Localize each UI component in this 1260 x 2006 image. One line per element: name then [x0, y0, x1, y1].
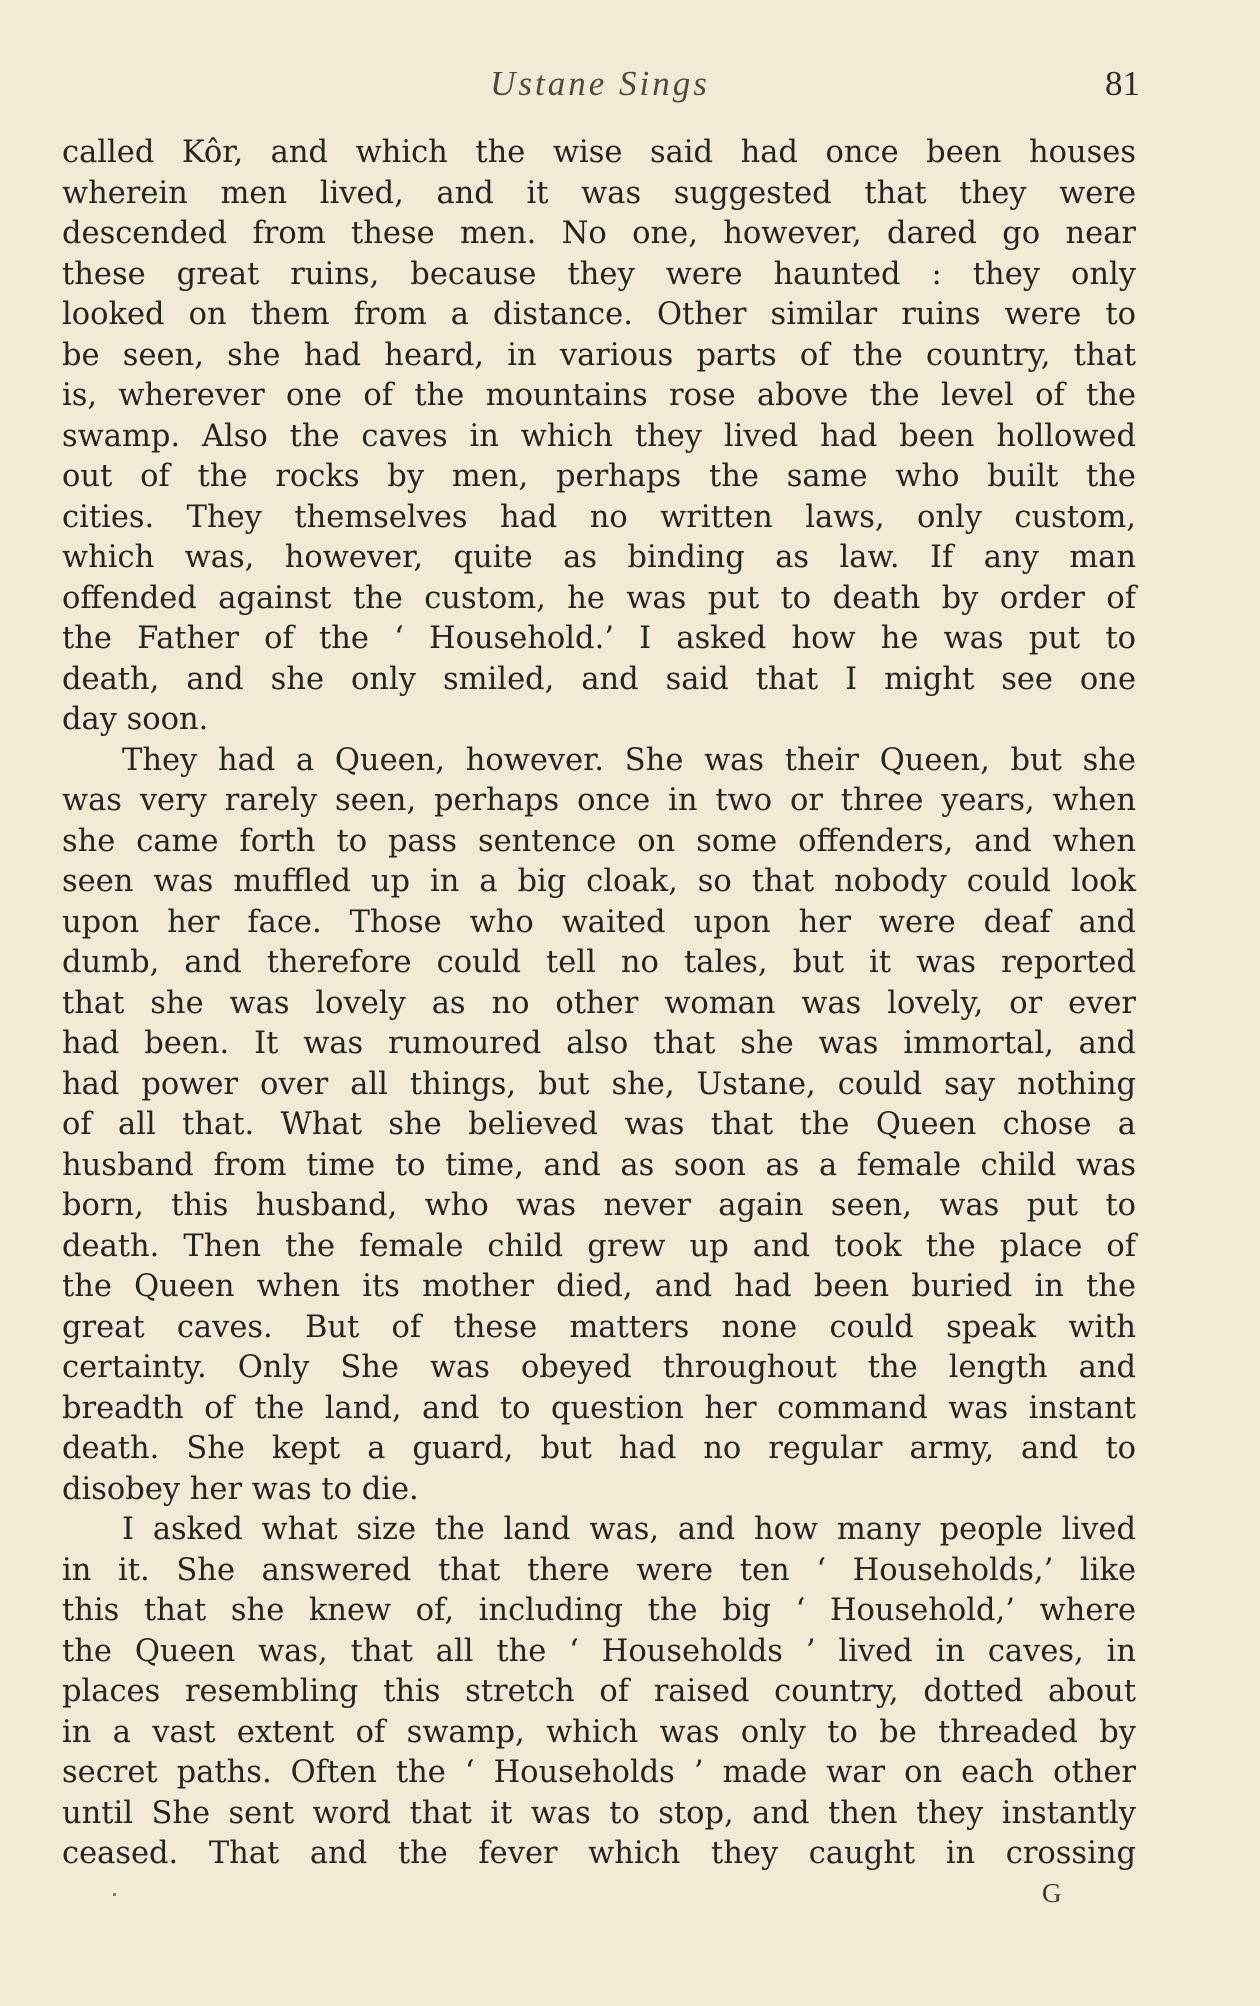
text-line: out of the rocks by men, perhaps the same who built the [62, 459, 1136, 494]
text-line: is, wherever one of the mountains rose above the level of the [62, 378, 1136, 413]
text-line: in a vast extent of swamp, which was only to be threaded by [62, 1714, 1136, 1750]
text-line: that she was lovely as no other woman was lovely, or ever [62, 985, 1136, 1021]
paragraph-end-line: day soon. [62, 702, 209, 737]
text-line: the Father of the ‘ Household.’ I asked how he was put to [62, 621, 1136, 656]
text-line: death, and she only smiled, and said that I might see one [62, 661, 1136, 697]
body-text [62, 133, 1136, 1875]
paragraph-start-line: They had a Queen, however. She was their Queen, but she [122, 742, 1136, 778]
text-line: the Queen was, that all the ‘ Households ’ lived in caves, in [62, 1633, 1136, 1669]
text-line: descended from these men. No one, however, dared go near [62, 216, 1136, 251]
text-line: secret paths. Often the ‘ Households ’ made war on each other [62, 1755, 1136, 1790]
text-line: had power over all things, but she, Ustane, could say nothing [62, 1066, 1136, 1102]
text-line: was very rarely seen, perhaps once in two or three years, when [62, 783, 1136, 818]
text-line: swamp. Also the caves in which they lived had been hollowed [62, 418, 1136, 454]
text-line: great caves. But of these matters none could speak with [62, 1309, 1136, 1345]
text-line: be seen, she had heard, in various parts of the country, that [62, 337, 1136, 373]
paper-speck [113, 1893, 116, 1896]
text-line: upon her face. Those who waited upon her were deaf and [62, 904, 1136, 940]
paragraph-end-line: disobey her was to die. [62, 1471, 419, 1507]
text-line: looked on them from a distance. Other similar ruins were to [62, 297, 1136, 332]
text-line: this that she knew of, including the big ‘ Household,’ where [62, 1593, 1136, 1628]
page-number: 81 [1105, 64, 1140, 103]
text-line: called Kôr, and which the wise said had once been houses [62, 135, 1136, 170]
text-line: breadth of the land, and to question her command was instant [62, 1390, 1136, 1426]
text-line: wherein men lived, and it was suggested that they were [62, 175, 1136, 211]
text-line: cities. They themselves had no written laws, only custom, [62, 499, 1136, 535]
running-head [60, 64, 1140, 110]
text-line: ceased. That and the fever which they caught in crossing [62, 1836, 1136, 1871]
text-line: until She sent word that it was to stop, and then they instantly [62, 1795, 1136, 1831]
text-line: which was, however, quite as binding as law. If any man [62, 540, 1136, 575]
text-line: these great ruins, because they were haunted : they only [62, 256, 1136, 292]
text-line: offended against the custom, he was put to death by order of [62, 580, 1136, 616]
text-line: seen was muffled up in a big cloak, so that nobody could look [62, 864, 1136, 899]
text-line: husband from time to time, and as soon as a female child was [62, 1147, 1136, 1183]
text-line: the Queen when its mother died, and had been buried in the [62, 1269, 1136, 1304]
text-line: death. She kept a guard, but had no regular army, and to [62, 1431, 1136, 1466]
paragraph-start-line: I asked what size the land was, and how many people lived [122, 1512, 1136, 1547]
chapter-running-title: Ustane Sings [490, 64, 710, 103]
text-line: death. Then the female child grew up and took the place of [62, 1228, 1136, 1264]
text-line: places resembling this stretch of raised country, dotted about [62, 1674, 1136, 1709]
text-line: she came forth to pass sentence on some offenders, and when [62, 823, 1136, 859]
text-line: of all that. What she believed was that the Queen chose a [62, 1107, 1136, 1142]
text-line: in it. She answered that there were ten ‘ Households,’ like [62, 1552, 1136, 1588]
signature-mark: G [1042, 1878, 1062, 1908]
text-line: dumb, and therefore could tell no tales, but it was reported [62, 945, 1136, 980]
text-line: certainty. Only She was obeyed throughout the length and [62, 1350, 1136, 1385]
text-line: had been. It was rumoured also that she was immortal, and [62, 1026, 1136, 1061]
text-line: born, this husband, who was never again seen, was put to [62, 1188, 1136, 1223]
